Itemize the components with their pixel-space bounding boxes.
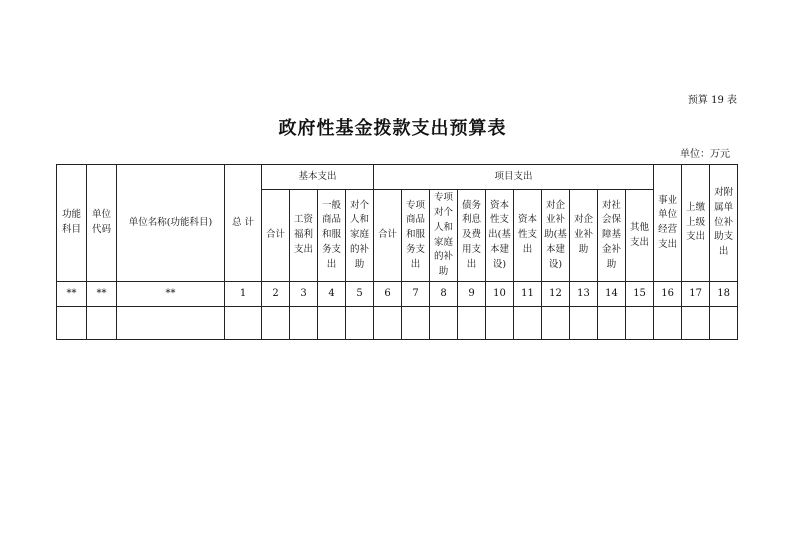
data-cell	[514, 307, 542, 340]
col-basic-sum: 合计	[262, 190, 290, 282]
data-cell	[682, 307, 710, 340]
number-cell: 4	[318, 282, 346, 307]
col-special-personal: 专项对个人和家庭的补助	[430, 190, 458, 282]
number-cell: 1	[225, 282, 262, 307]
data-cell	[626, 307, 654, 340]
data-cell	[710, 307, 738, 340]
col-capital-basic: 资本性支出(基本建设)	[486, 190, 514, 282]
number-cell: 17	[682, 282, 710, 307]
number-cell: **	[57, 282, 87, 307]
col-enterprise-basic: 对企业补助(基本建设)	[542, 190, 570, 282]
number-cell: 8	[430, 282, 458, 307]
page-title: 政府性基金拨款支出预算表	[278, 118, 507, 139]
col-personal: 对个人和家庭的补助	[346, 190, 374, 282]
col-unit-code: 单位代码	[87, 165, 117, 282]
number-cell: **	[117, 282, 225, 307]
number-cell: 13	[570, 282, 598, 307]
col-remit: 上缴上级支出	[682, 165, 710, 282]
data-cell	[57, 307, 87, 340]
col-debt: 债务利息及费用支出	[458, 190, 486, 282]
form-number: 预算 19 表	[687, 95, 737, 106]
col-project-sum: 合计	[374, 190, 402, 282]
data-cell	[654, 307, 682, 340]
data-cell	[458, 307, 486, 340]
col-unit-name: 单位名称(功能科目)	[117, 165, 225, 282]
data-cell	[598, 307, 626, 340]
col-social-security: 对社会保障基金补助	[598, 190, 626, 282]
data-row	[57, 307, 738, 340]
col-special-goods: 专项商品和服务支出	[402, 190, 430, 282]
number-cell: 3	[290, 282, 318, 307]
col-capital: 资本性支出	[514, 190, 542, 282]
data-cell	[225, 307, 262, 340]
data-cell	[346, 307, 374, 340]
number-cell: **	[87, 282, 117, 307]
data-cell	[87, 307, 117, 340]
number-cell: 2	[262, 282, 290, 307]
data-cell	[318, 307, 346, 340]
number-cell: 9	[458, 282, 486, 307]
data-cell	[290, 307, 318, 340]
col-operating: 事业单位经营支出	[654, 165, 682, 282]
number-cell: 15	[626, 282, 654, 307]
number-cell: 11	[514, 282, 542, 307]
number-cell: 7	[402, 282, 430, 307]
group-basic: 基本支出	[262, 165, 374, 190]
budget-table	[56, 164, 738, 340]
col-wages: 工资福利支出	[290, 190, 318, 282]
number-cell: 6	[374, 282, 402, 307]
data-cell	[117, 307, 225, 340]
number-cell: 18	[710, 282, 738, 307]
data-cell	[402, 307, 430, 340]
col-total: 总 计	[225, 165, 262, 282]
data-cell	[542, 307, 570, 340]
unit-label: 单位：万元	[680, 149, 730, 160]
number-cell: 16	[654, 282, 682, 307]
number-row	[57, 282, 738, 307]
data-cell	[262, 307, 290, 340]
group-project: 项目支出	[374, 165, 654, 190]
col-func-subject: 功能科目	[57, 165, 87, 282]
number-cell: 12	[542, 282, 570, 307]
data-cell	[486, 307, 514, 340]
col-other: 其他支出	[626, 190, 654, 282]
col-goods: 一般商品和服务支出	[318, 190, 346, 282]
col-enterprise: 对企业补助	[570, 190, 598, 282]
header-row-1	[57, 165, 738, 190]
col-affiliated: 对附属单位补助支出	[710, 165, 738, 282]
number-cell: 10	[486, 282, 514, 307]
data-cell	[570, 307, 598, 340]
number-cell: 5	[346, 282, 374, 307]
data-cell	[374, 307, 402, 340]
number-cell: 14	[598, 282, 626, 307]
data-cell	[430, 307, 458, 340]
